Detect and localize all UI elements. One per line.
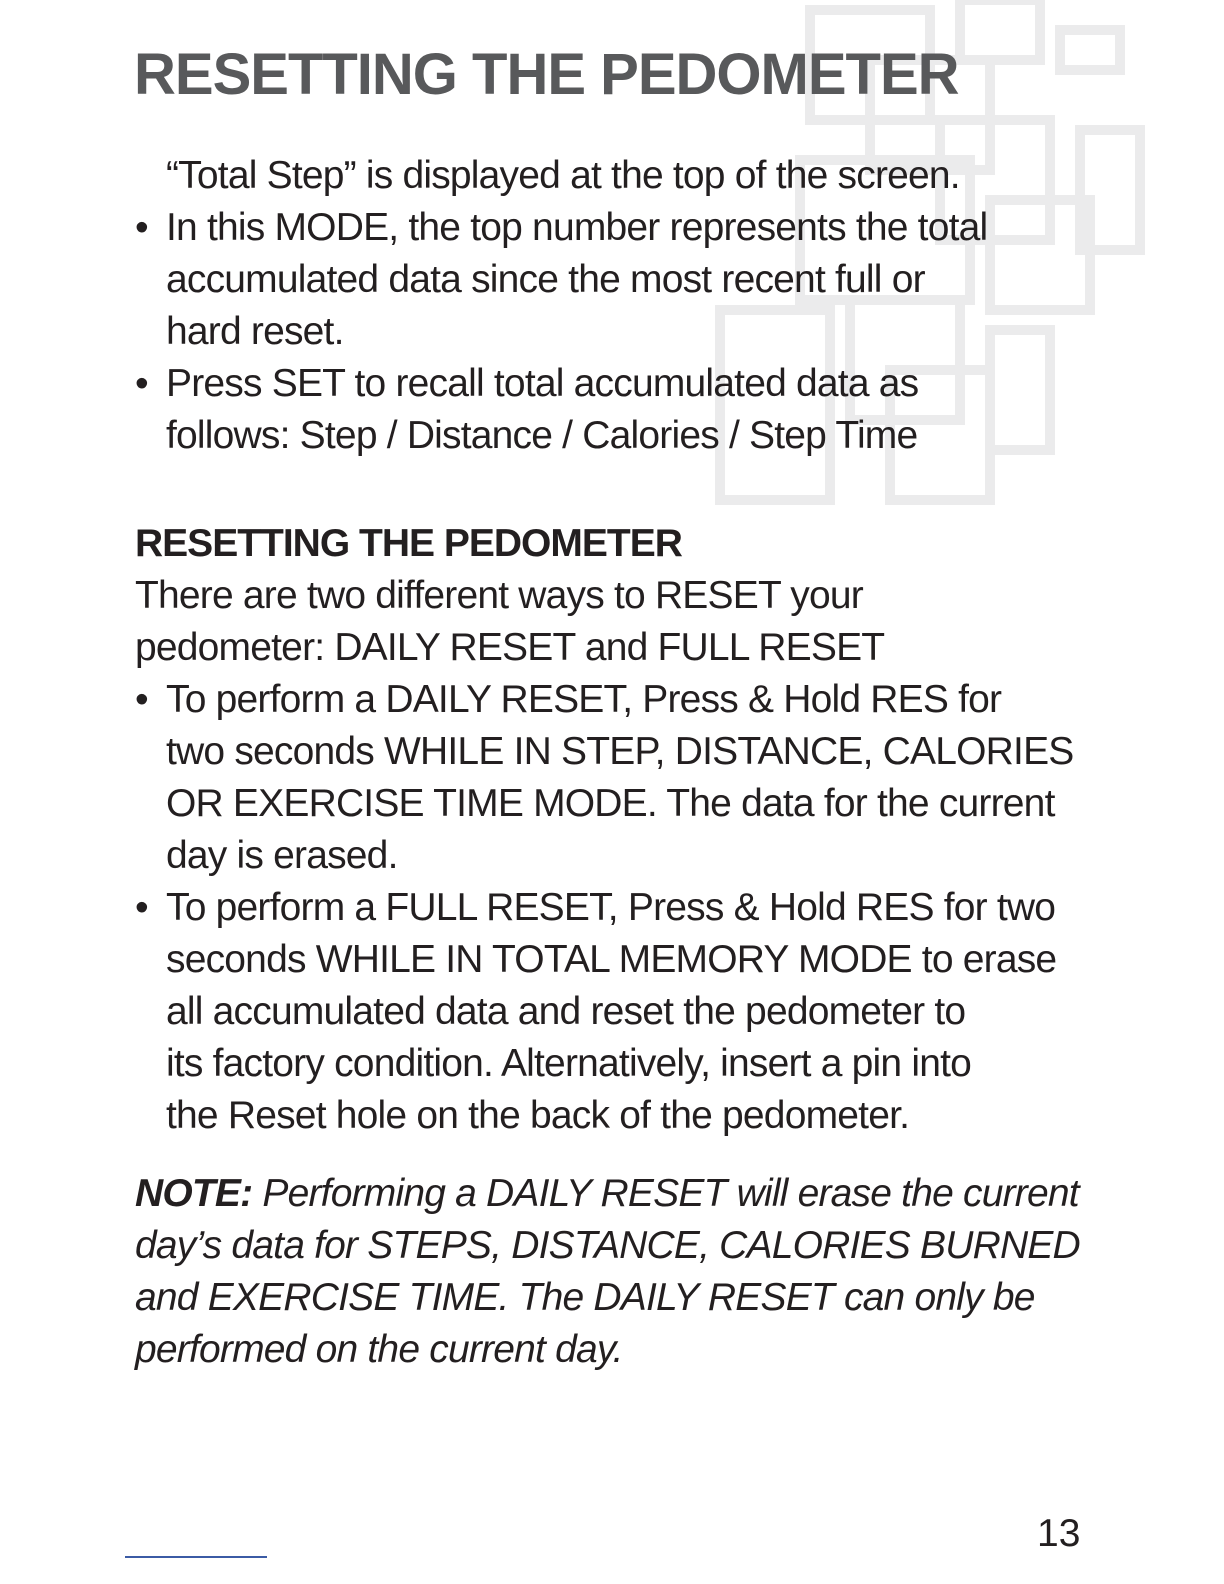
- section-heading: RESETTING THE PEDOMETER: [135, 522, 682, 565]
- bullet-icon: •: [135, 206, 148, 249]
- footer-link-underline: [125, 1556, 267, 1558]
- list-item: [135, 882, 1135, 1142]
- bullet-icon: •: [135, 362, 148, 405]
- text-line: hard reset.: [166, 310, 344, 353]
- reset-bullet-list: [135, 674, 1135, 1142]
- text-line: accumulated data since the most recent full or: [166, 258, 925, 301]
- text-line: OR EXERCISE TIME MODE. The data for the current: [166, 782, 1055, 825]
- text-line: seconds WHILE IN TOTAL MEMORY MODE to erase: [166, 938, 1057, 981]
- text-line: To perform a FULL RESET, Press & Hold RES for two: [166, 886, 1056, 929]
- page-title: RESETTING THE PEDOMETER: [134, 42, 959, 107]
- text-line: Press SET to recall total accumulated data as: [166, 362, 919, 405]
- text-line: and EXERCISE TIME. The DAILY RESET can only be: [135, 1276, 1035, 1319]
- text-line: two seconds WHILE IN STEP, DISTANCE, CALORIES: [166, 730, 1074, 773]
- text-line: performed on the current day.: [135, 1328, 623, 1371]
- page-number: 13: [1037, 1512, 1081, 1555]
- text-line: follows: Step / Distance / Calories / Step Time: [166, 414, 918, 457]
- text-line: To perform a DAILY RESET, Press & Hold RES for: [166, 678, 1002, 721]
- text-line: the Reset hole on the back of the pedometer.: [166, 1094, 910, 1137]
- intro-line: “Total Step” is displayed at the top of the screen.: [166, 154, 960, 197]
- intro-text: [166, 150, 1166, 202]
- list-item: [135, 674, 1135, 882]
- text-line: In this MODE, the top number represents the total: [166, 206, 988, 249]
- bullet-icon: •: [135, 886, 148, 929]
- text-line: There are two different ways to RESET your: [135, 574, 863, 617]
- reset-section: [135, 518, 1135, 1142]
- top-bullet-list: [135, 202, 1135, 462]
- text-line: day’s data for STEPS, DISTANCE, CALORIES BURNED: [135, 1224, 1080, 1267]
- note-paragraph: [135, 1168, 1095, 1376]
- text-line: pedometer: DAILY RESET and FULL RESET: [135, 626, 885, 669]
- note-label: NOTE:: [135, 1172, 253, 1215]
- text-line: Performing a DAILY RESET will erase the current: [252, 1172, 1079, 1215]
- text-line: its factory condition. Alternatively, insert a pin into: [166, 1042, 972, 1085]
- list-item: [135, 358, 1135, 462]
- text-line: all accumulated data and reset the pedometer to: [166, 990, 966, 1033]
- section-body: [135, 570, 1135, 674]
- list-item: [135, 202, 1135, 358]
- text-line: day is erased.: [166, 834, 398, 877]
- bullet-icon: •: [135, 678, 148, 721]
